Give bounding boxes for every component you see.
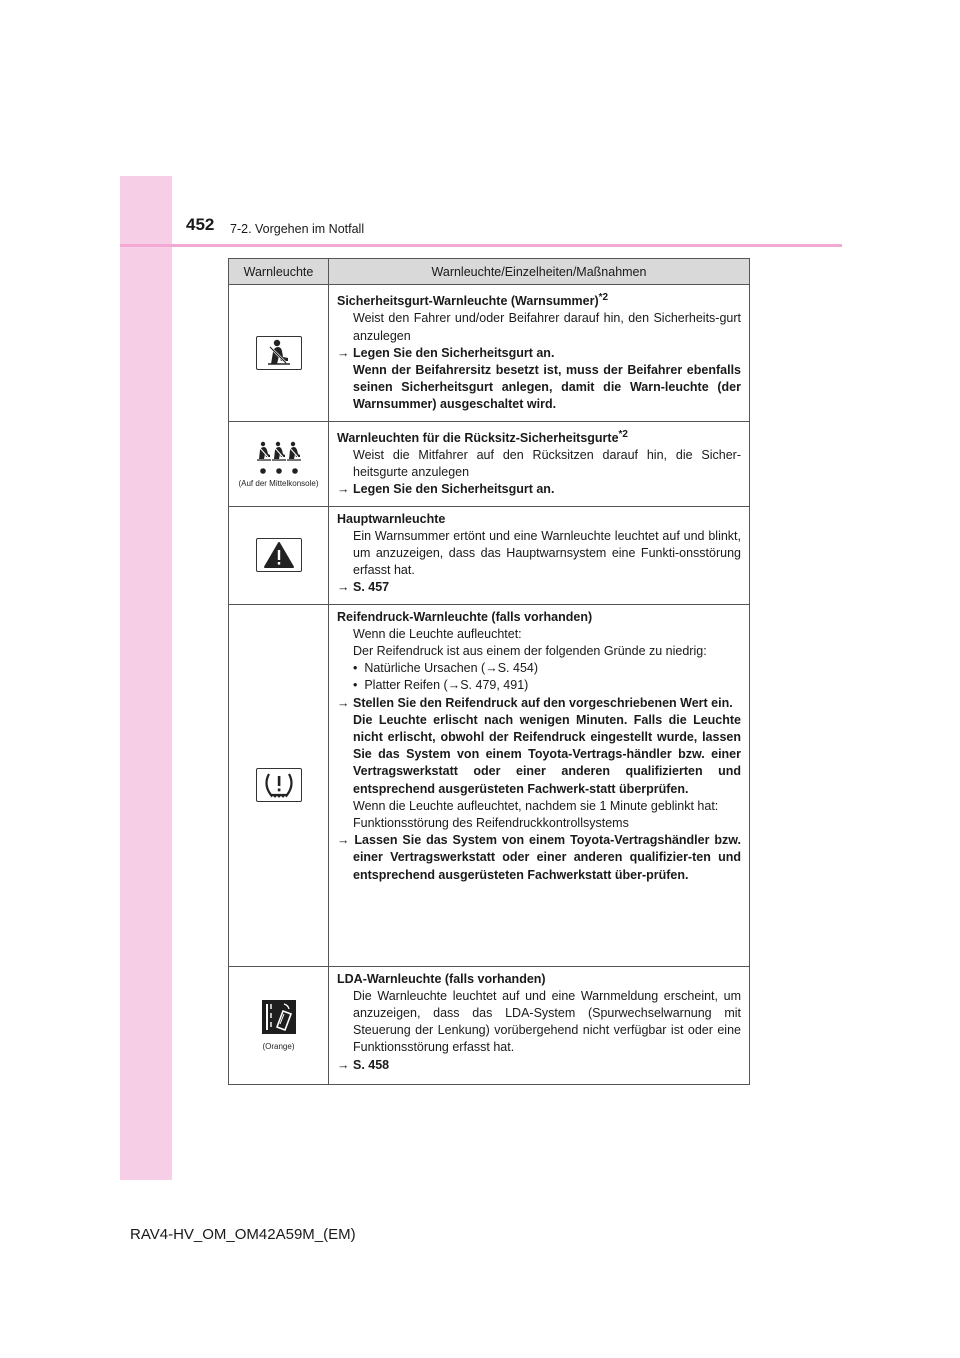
chapter-sidebar [120, 176, 172, 1180]
icon-cell [229, 966, 329, 1084]
details-cell [329, 604, 750, 966]
row-description: Die Warnleuchte leuchtet auf und eine Warnmeldung erscheint, um anzuzeigen, dass das LDA-System (Spurwechselwarnung mit Steuerung der Lenkung) vorübergehend nicht verfügbar ist oder eine Funktionsstörung erfasst hat. [353, 988, 741, 1055]
row-action-detail: Die Leuchte erlischt nach wenigen Minuten. Falls die Leuchte nicht erlischt, obwohl der Reifendruck eingestellt wurde, lassen Sie das System von einem Toyota-Vertrags-händler bzw. einer Vertragswerkstatt oder einer anderen qualifizierten und entsprechend ausgerüsteten Fachwerk-statt überprüfen. [353, 712, 741, 796]
seatbelt-warning-icon [256, 336, 302, 370]
list-item: • Natürliche Ursachen (→S. 454) [353, 661, 539, 676]
column-header-warning-light: Warnleuchte [229, 259, 329, 285]
table-row [229, 966, 750, 1084]
arrow-icon: → [337, 833, 350, 848]
row-title: Reifendruck-Warnleuchte (falls vorhanden) [337, 609, 593, 624]
row-action: → S. 457 [337, 580, 390, 595]
arrow-icon: → [337, 482, 350, 497]
page-number: 452 [186, 215, 215, 234]
row-title: Hauptwarnleuchte [337, 511, 446, 526]
row-action-detail: Wenn der Beifahrersitz besetzt ist, muss der Beifahrer ebenfalls seinen Sicherheitsgurt anlegen, damit die Warn-leuchte (der Warnsummer) ausgeschaltet wird. [353, 362, 741, 412]
row-description: Ein Warnsummer ertönt und eine Warnleuchte leuchtet auf und blinkt, um anzuzeigen, dass das Hauptwarnsystem eine Funkti-onsstörung erfasst hat. [353, 528, 741, 578]
row-line: Funktionsstörung des Reifendruckkontrollsystems [353, 816, 629, 830]
row-title: Warnleuchten für die Rücksitz-Sicherheitsgurte [337, 430, 619, 445]
row-action: → Legen Sie den Sicherheitsgurt an. [337, 482, 555, 497]
icon-cell [229, 506, 329, 604]
row-description: Weist den Fahrer und/oder Beifahrer darauf hin, den Sicherheits-gurt anzulegen [353, 311, 741, 343]
details-cell [329, 285, 750, 422]
table-row [229, 506, 750, 604]
table-row [229, 604, 750, 966]
arrow-icon: → [337, 345, 350, 360]
row-action: → S. 458 [337, 1057, 390, 1072]
arrow-icon: → [447, 678, 461, 693]
row-action: → Stellen Sie den Reifendruck auf den vorgeschriebenen Wert ein. [337, 695, 733, 710]
details-cell [329, 421, 750, 506]
table-header-row [229, 259, 750, 285]
icon-cell [229, 285, 329, 422]
master-warning-icon [256, 538, 302, 572]
row-title: Sicherheitsgurt-Warnleuchte (Warnsummer) [337, 294, 599, 309]
list-item: • Platter Reifen (→S. 479, 491) [353, 678, 529, 693]
lda-warning-icon [262, 1000, 296, 1034]
header-rule [120, 244, 842, 247]
tire-pressure-warning-icon [256, 768, 302, 802]
icon-cell [229, 421, 329, 506]
footnote-mark: *2 [618, 428, 628, 440]
icon-cell [229, 604, 329, 966]
row-line: Der Reifendruck ist aus einem der folgenden Gründe zu niedrig: [353, 643, 707, 658]
document-code: RAV4-HV_OM_OM42A59M_(EM) [130, 1226, 356, 1243]
table-row [229, 285, 750, 422]
column-header-details: Warnleuchte/Einzelheiten/Maßnahmen [329, 259, 750, 285]
row-line: Wenn die Leuchte aufleuchtet: [353, 626, 522, 641]
table-row [229, 421, 750, 506]
icon-note: (Orange) [262, 1041, 295, 1051]
rear-seatbelt-warning-icon [229, 440, 328, 476]
footnote-mark: *2 [598, 292, 609, 303]
warning-light-table [228, 258, 750, 1085]
row-title: LDA-Warnleuchte (falls vorhanden) [337, 971, 546, 986]
icon-note: (Auf der Mittelkonsole) [238, 478, 319, 488]
arrow-icon: → [337, 1057, 350, 1072]
details-cell [329, 966, 750, 1084]
row-action: → Legen Sie den Sicherheitsgurt an. [337, 345, 555, 360]
arrow-icon: → [337, 695, 350, 710]
arrow-icon: → [485, 661, 498, 676]
section-title: 7-2. Vorgehen im Notfall [230, 222, 365, 236]
row-action: → Lassen Sie das System von einem Toyota-Vertragshändler bzw. einer Vertragswerkstatt oder einer anderen qualifizier-ten und entsprechend ausgerüsteten Fachwerkstatt über-prüfen. [337, 833, 741, 882]
details-cell [329, 506, 750, 604]
row-line: Wenn die Leuchte aufleuchtet, nachdem sie 1 Minute geblinkt hat: [353, 798, 719, 813]
arrow-icon: → [337, 580, 350, 595]
row-description: Weist die Mitfahrer auf den Rücksitzen darauf hin, die Sicher-heitsgurte anzulegen [353, 447, 741, 480]
